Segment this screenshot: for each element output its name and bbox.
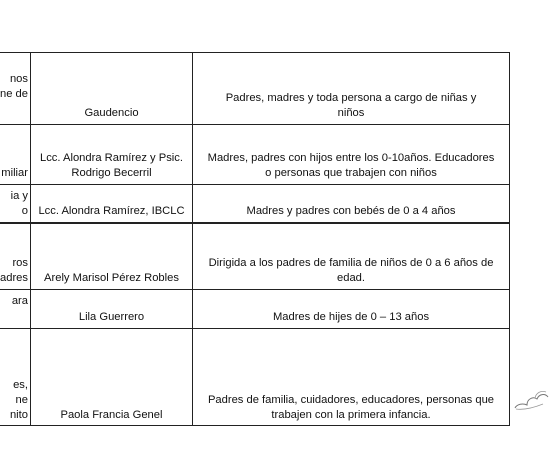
- cell-line: Padres, madres y toda persona a cargo de niñas y: [225, 92, 477, 104]
- table-row: [0, 329, 509, 426]
- audience-cell: [193, 224, 509, 289]
- audience-cell: [193, 329, 509, 426]
- cell-line: Lcc. Alondra Ramírez y Psic.: [39, 152, 183, 164]
- speaker-cell: [31, 224, 193, 289]
- cell-line: Paola Francia Genel: [60, 409, 163, 421]
- cell-line: Madres de hijes de 0 – 13 años: [272, 311, 430, 323]
- title-fragment-cell: [0, 224, 31, 289]
- title-fragment-cell: [0, 185, 31, 222]
- cell-line: trabajen con la primera infancia.: [271, 409, 431, 421]
- cell-line: Padres de familia, cuidadores, educadores, personas que: [207, 394, 495, 406]
- audience-cell: [193, 290, 509, 328]
- table-row: [0, 224, 509, 290]
- cell-line: o personas que trabajen con niños: [265, 167, 437, 179]
- cell-line: Rodrigo Becerril: [71, 167, 152, 179]
- cell-line: edad.: [337, 272, 365, 284]
- audience-cell: [193, 185, 509, 222]
- cell-line: Gaudencio: [84, 107, 139, 119]
- cell-line: es,: [13, 379, 28, 391]
- speaker-cell: [31, 53, 193, 124]
- table-row: [0, 290, 509, 329]
- cell-line: nito: [9, 409, 28, 421]
- title-fragment-cell: [0, 125, 31, 184]
- speaker-cell: [31, 125, 193, 184]
- cell-line: nos: [9, 73, 28, 85]
- table-row: [0, 185, 509, 224]
- title-fragment-cell: [0, 290, 31, 328]
- cell-line: ros: [12, 257, 28, 269]
- speaker-cell: [31, 329, 193, 426]
- cell-line: Madres y padres con bebés de 0 a 4 años: [246, 205, 456, 217]
- cell-line: ne de: [0, 88, 28, 100]
- speaker-cell: [31, 290, 193, 328]
- cell-line: Madres, padres con hijos entre los 0-10años. Educadores: [207, 152, 495, 164]
- audience-cell: [193, 53, 509, 124]
- cell-line: ia y: [10, 190, 28, 202]
- events-table: [0, 52, 510, 426]
- cell-line: Lila Guerrero: [78, 311, 145, 323]
- cell-line: ne: [15, 394, 28, 406]
- title-fragment-cell: [0, 53, 31, 124]
- cell-line: adres: [0, 272, 28, 284]
- audience-cell: [193, 125, 509, 184]
- cell-line: Arely Marisol Pérez Robles: [44, 272, 179, 284]
- speaker-cell: [31, 185, 193, 222]
- title-fragment-cell: [0, 329, 31, 426]
- cell-line: Lcc. Alondra Ramírez, IBCLC: [38, 205, 185, 217]
- table-row: [0, 125, 509, 185]
- table-row: [0, 53, 509, 125]
- cell-line: niños: [337, 107, 365, 119]
- cell-line: Dirigida a los padres de familia de niños de 0 a 6 años de: [208, 257, 494, 269]
- cloud-doodle-icon: [513, 384, 550, 414]
- cell-line: ara: [11, 295, 28, 307]
- cell-line: o: [21, 205, 28, 217]
- cell-line: miliar: [1, 167, 28, 179]
